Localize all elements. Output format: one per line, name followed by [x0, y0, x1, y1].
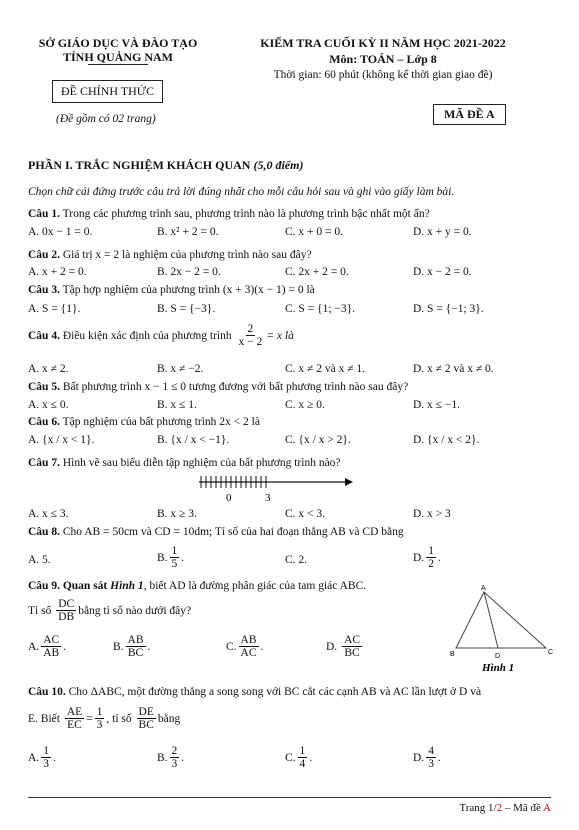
figure-ref: Hình 1 [110, 580, 144, 592]
fraction-denominator: x − 2 [238, 336, 263, 349]
exam-subject: Môn: TOÁN – Lớp 8 [329, 52, 437, 66]
q1-option-b: B. x² + 2 = 0. [157, 226, 219, 238]
fraction-denominator: 3 [171, 758, 178, 771]
option-letter: A. [28, 640, 40, 653]
q8-option-c: C. 2. [285, 554, 308, 566]
option-letter: B. [113, 640, 124, 653]
q8-option-d: D. $\frac{1}{2}$ . [413, 545, 441, 571]
fraction [56, 598, 76, 623]
question-label: Câu 6. [28, 416, 60, 428]
section-title [28, 158, 303, 173]
province-name: TỈNH QUẢNG NAM [63, 50, 173, 64]
fraction-denominator: BC [127, 647, 144, 660]
fraction-numerator: 1 [299, 745, 306, 757]
option-letter: C. [226, 640, 237, 653]
given-suffix: bằng [157, 712, 181, 725]
section-instruction: Chọn chữ cái đứng trước câu trả lời đúng nhất cho mỗi câu hỏi sau và ghi vào giấy làm bài. [28, 186, 455, 198]
department-name: SỞ GIÁO DỤC VÀ ĐÀO TẠO [38, 36, 198, 50]
vertex-label-a: A [481, 585, 486, 592]
q2-option-d: D. x − 2 = 0. [413, 266, 472, 278]
fraction-denominator: 5 [171, 558, 178, 571]
triangle-abc [456, 592, 546, 648]
footer-separator: – Mã đề [502, 802, 544, 814]
fraction [426, 545, 436, 570]
q10-option-c: C. $\frac{1}{4}$ . [285, 745, 313, 771]
fraction [239, 634, 259, 659]
page-label: Trang 1/ [459, 802, 497, 814]
question-label: Câu 5. [28, 381, 60, 393]
triangle-figure [448, 584, 558, 676]
fraction-denominator: AC [240, 647, 257, 660]
q1-option-d: D. x + y = 0. [413, 226, 472, 238]
q7-option-c: C. x < 3. [285, 508, 326, 520]
q1-option-c: C. x + 0 = 0. [285, 226, 344, 238]
equals-sign: = [86, 712, 93, 725]
q6-option-a: A. {x / x < 1}. [28, 434, 95, 446]
fraction-numerator: 1 [96, 706, 103, 718]
fraction-denominator: 2 [428, 558, 434, 571]
q4-option-b: B. x ≠ −2. [157, 363, 204, 375]
q1-option-a: A. 0x − 1 = 0. [28, 226, 93, 238]
question-text: , biết AD là đường phân giác của tam giác ABC. [143, 580, 367, 592]
fraction [65, 706, 84, 731]
q6-option-c: C. {x / x > 2}. [285, 434, 351, 446]
fraction-denominator: 3 [96, 719, 103, 732]
question-4 [28, 323, 294, 348]
fraction-denominator: EC [67, 719, 82, 732]
question-5 [28, 381, 408, 393]
figure-caption: Hình 1 [482, 662, 515, 674]
pages-note: (Đề gồm có 02 trang) [56, 113, 156, 125]
question-2 [28, 249, 312, 261]
fraction [41, 745, 51, 770]
fraction-numerator: DC [58, 598, 75, 610]
fraction-denominator: 3 [43, 758, 49, 771]
fraction [170, 745, 180, 770]
q3-option-c: C. S = {1; −3}. [285, 303, 356, 315]
option-letter: D. [326, 640, 338, 653]
fraction-denominator: BC [138, 719, 154, 732]
ratio-prefix: Tỉ số [28, 604, 52, 617]
q8-option-b: B. $\frac{1}{5}$ . [157, 545, 185, 571]
fraction-numerator: 1 [43, 745, 49, 757]
q4-option-a: A. x ≠ 2. [28, 363, 69, 375]
option-letter: B. [157, 551, 168, 564]
question-label: Câu 10. [28, 686, 66, 698]
question-label: Câu 4. [28, 329, 60, 342]
tick-label-0: 0 [226, 492, 232, 504]
question-label: Câu 9. [28, 580, 60, 592]
fraction-denominator: AB [43, 647, 60, 660]
fraction [298, 745, 308, 770]
question-label: Câu 8. [28, 526, 60, 538]
ratio-suffix: bằng tỉ số nào dưới đây? [78, 604, 192, 617]
fraction-numerator: AC [43, 634, 60, 646]
q4-option-c: C. x ≠ 2 và x ≠ 1. [285, 363, 366, 375]
fraction-numerator: 2 [247, 323, 254, 335]
fraction-numerator: AB [240, 634, 257, 646]
question-7 [28, 457, 341, 469]
q2-option-b: B. 2x − 2 = 0. [157, 266, 221, 278]
q7-option-b: B. x ≥ 3. [157, 508, 197, 520]
fraction [237, 323, 265, 348]
exam-code-badge: MÃ ĐỀ A [433, 104, 506, 125]
question-text: Điều kiện xác định của phương trình [62, 329, 232, 342]
page-footer [459, 802, 551, 814]
q7-option-d: D. x > 3 [413, 508, 451, 520]
question-label: Câu 2. [28, 249, 60, 261]
given-middle: , tỉ số [106, 712, 132, 725]
q5-option-c: C. x ≥ 0. [285, 399, 325, 411]
q3-option-a: A. S = {1}. [28, 303, 81, 315]
q10-option-a: A. $\frac{1}{3}$ . [28, 745, 56, 771]
q9-ratio-line [28, 598, 191, 623]
question-1 [28, 208, 430, 220]
fraction [426, 745, 436, 770]
fraction-numerator: 1 [428, 545, 434, 557]
fraction-numerator: 1 [171, 545, 178, 557]
q7-option-a: A. x ≤ 3. [28, 508, 69, 520]
q2-option-c: C. 2x + 2 = 0. [285, 266, 349, 278]
q3-option-d: D. S = {−1; 3}. [413, 303, 484, 315]
fraction-denominator: 4 [299, 758, 306, 771]
q9-option-a: A. $\frac{AC}{AB}$ . [28, 634, 67, 660]
question-6 [28, 416, 260, 428]
exam-title: KIỂM TRA CUỐI KỲ II NĂM HỌC 2021-2022 [260, 36, 506, 50]
fraction-denominator: DB [58, 611, 75, 624]
fraction-denominator: 3 [428, 758, 434, 771]
question-label: Câu 7. [28, 457, 60, 469]
question-text: Giá trị x = 2 là nghiệm của phương trình nào sau đây? [62, 249, 312, 261]
arrow-head-icon [345, 478, 353, 486]
question-10 [28, 686, 481, 698]
q9-option-c: C. $\frac{AB}{AC}$ . [226, 634, 264, 660]
fraction-denominator: BC [344, 647, 360, 660]
question-9 [28, 580, 366, 592]
vertex-label-d: D [495, 653, 501, 660]
question-label: Câu 3. [28, 284, 60, 296]
fraction [41, 634, 61, 659]
tick-label-3: 3 [265, 492, 271, 504]
bisector-ad [484, 592, 498, 648]
fraction [95, 706, 105, 731]
header-underline [88, 64, 148, 65]
fraction [170, 545, 180, 570]
footer-code: A [543, 802, 551, 814]
exam-time: Thời gian: 60 phút (không kể thời gian giao đề) [273, 69, 493, 81]
section-points: (5,0 điểm) [253, 158, 304, 172]
fraction [126, 634, 146, 659]
q5-option-b: B. x ≤ 1. [157, 399, 197, 411]
q6-option-b: B. {x / x < −1}. [157, 434, 230, 446]
question-label: Câu 1. [28, 208, 60, 220]
fraction-numerator: AB [127, 634, 144, 646]
q5-option-a: A. x ≤ 0. [28, 399, 69, 411]
option-letter: D. [413, 551, 425, 564]
q9-option-d [326, 634, 364, 659]
q5-option-d: D. x ≤ −1. [413, 399, 460, 411]
question-text: Cho AB = 50cm và CD = 10dm; Tỉ số của hai đoạn thẳng AB và CD bằng [62, 526, 404, 538]
option-letter: C. [285, 751, 296, 764]
question-tail: = x là [266, 329, 294, 342]
fraction [342, 634, 362, 659]
section-heading: PHẦN I. TRẮC NGHIỆM KHÁCH QUAN [28, 158, 251, 172]
given-prefix: E. Biết [28, 712, 60, 725]
vertex-label-c: C [548, 649, 554, 656]
question-text: Tập hợp nghiệm của phương trình (x + 3)(x − 1) = 0 là [62, 284, 315, 296]
question-8 [28, 526, 404, 538]
q10-option-d: D. $\frac{4}{3}$ . [413, 745, 441, 771]
q2-option-a: A. x + 2 = 0. [28, 266, 87, 278]
option-letter: D. [413, 751, 425, 764]
q8-option-a: A. 5. [28, 554, 51, 566]
vertex-label-b: B [450, 651, 455, 658]
q9-option-b: B. $\frac{AB}{BC}$ . [113, 634, 151, 660]
footer-rule [28, 797, 551, 798]
fraction-numerator: AE [66, 706, 83, 718]
option-letter: A. [28, 751, 40, 764]
q10-given-line [28, 706, 180, 731]
q4-option-d: D. x ≠ 2 và x ≠ 0. [413, 363, 494, 375]
fraction-numerator: 4 [428, 745, 434, 757]
question-text: Hình vẽ sau biểu diễn tập nghiệm của bất phương trình nào? [62, 457, 341, 469]
q6-option-d: D. {x / x < 2}. [413, 434, 480, 446]
q3-option-b: B. S = {−3}. [157, 303, 216, 315]
page-total: 2 [496, 802, 503, 814]
q10-option-b: B. $\frac{2}{3}$ . [157, 745, 185, 771]
question-text: Cho ΔABC, một đường thẳng a song song với BC cắt các cạnh AB và AC lần lượt ở D và [68, 686, 482, 698]
fraction-numerator: AC [344, 634, 361, 646]
question-text: Tập nghiệm của bất phương trình 2x < 2 là [62, 416, 260, 428]
fraction [137, 706, 156, 731]
question-text: Bất phương trình x − 1 ≤ 0 tương đương với bất phương trình nào sau đây? [62, 381, 409, 393]
option-letter: B. [157, 751, 168, 764]
question-text: Trong các phương trình sau, phương trình nào là phương trình bậc nhất một ẩn? [62, 208, 430, 220]
fraction-numerator: DE [138, 706, 154, 718]
question-lead: Quan sát [62, 580, 108, 592]
fraction-numerator: 2 [171, 745, 178, 757]
question-3 [28, 284, 315, 296]
official-badge: ĐỀ CHÍNH THỨC [52, 80, 163, 103]
number-line-diagram [195, 470, 355, 506]
